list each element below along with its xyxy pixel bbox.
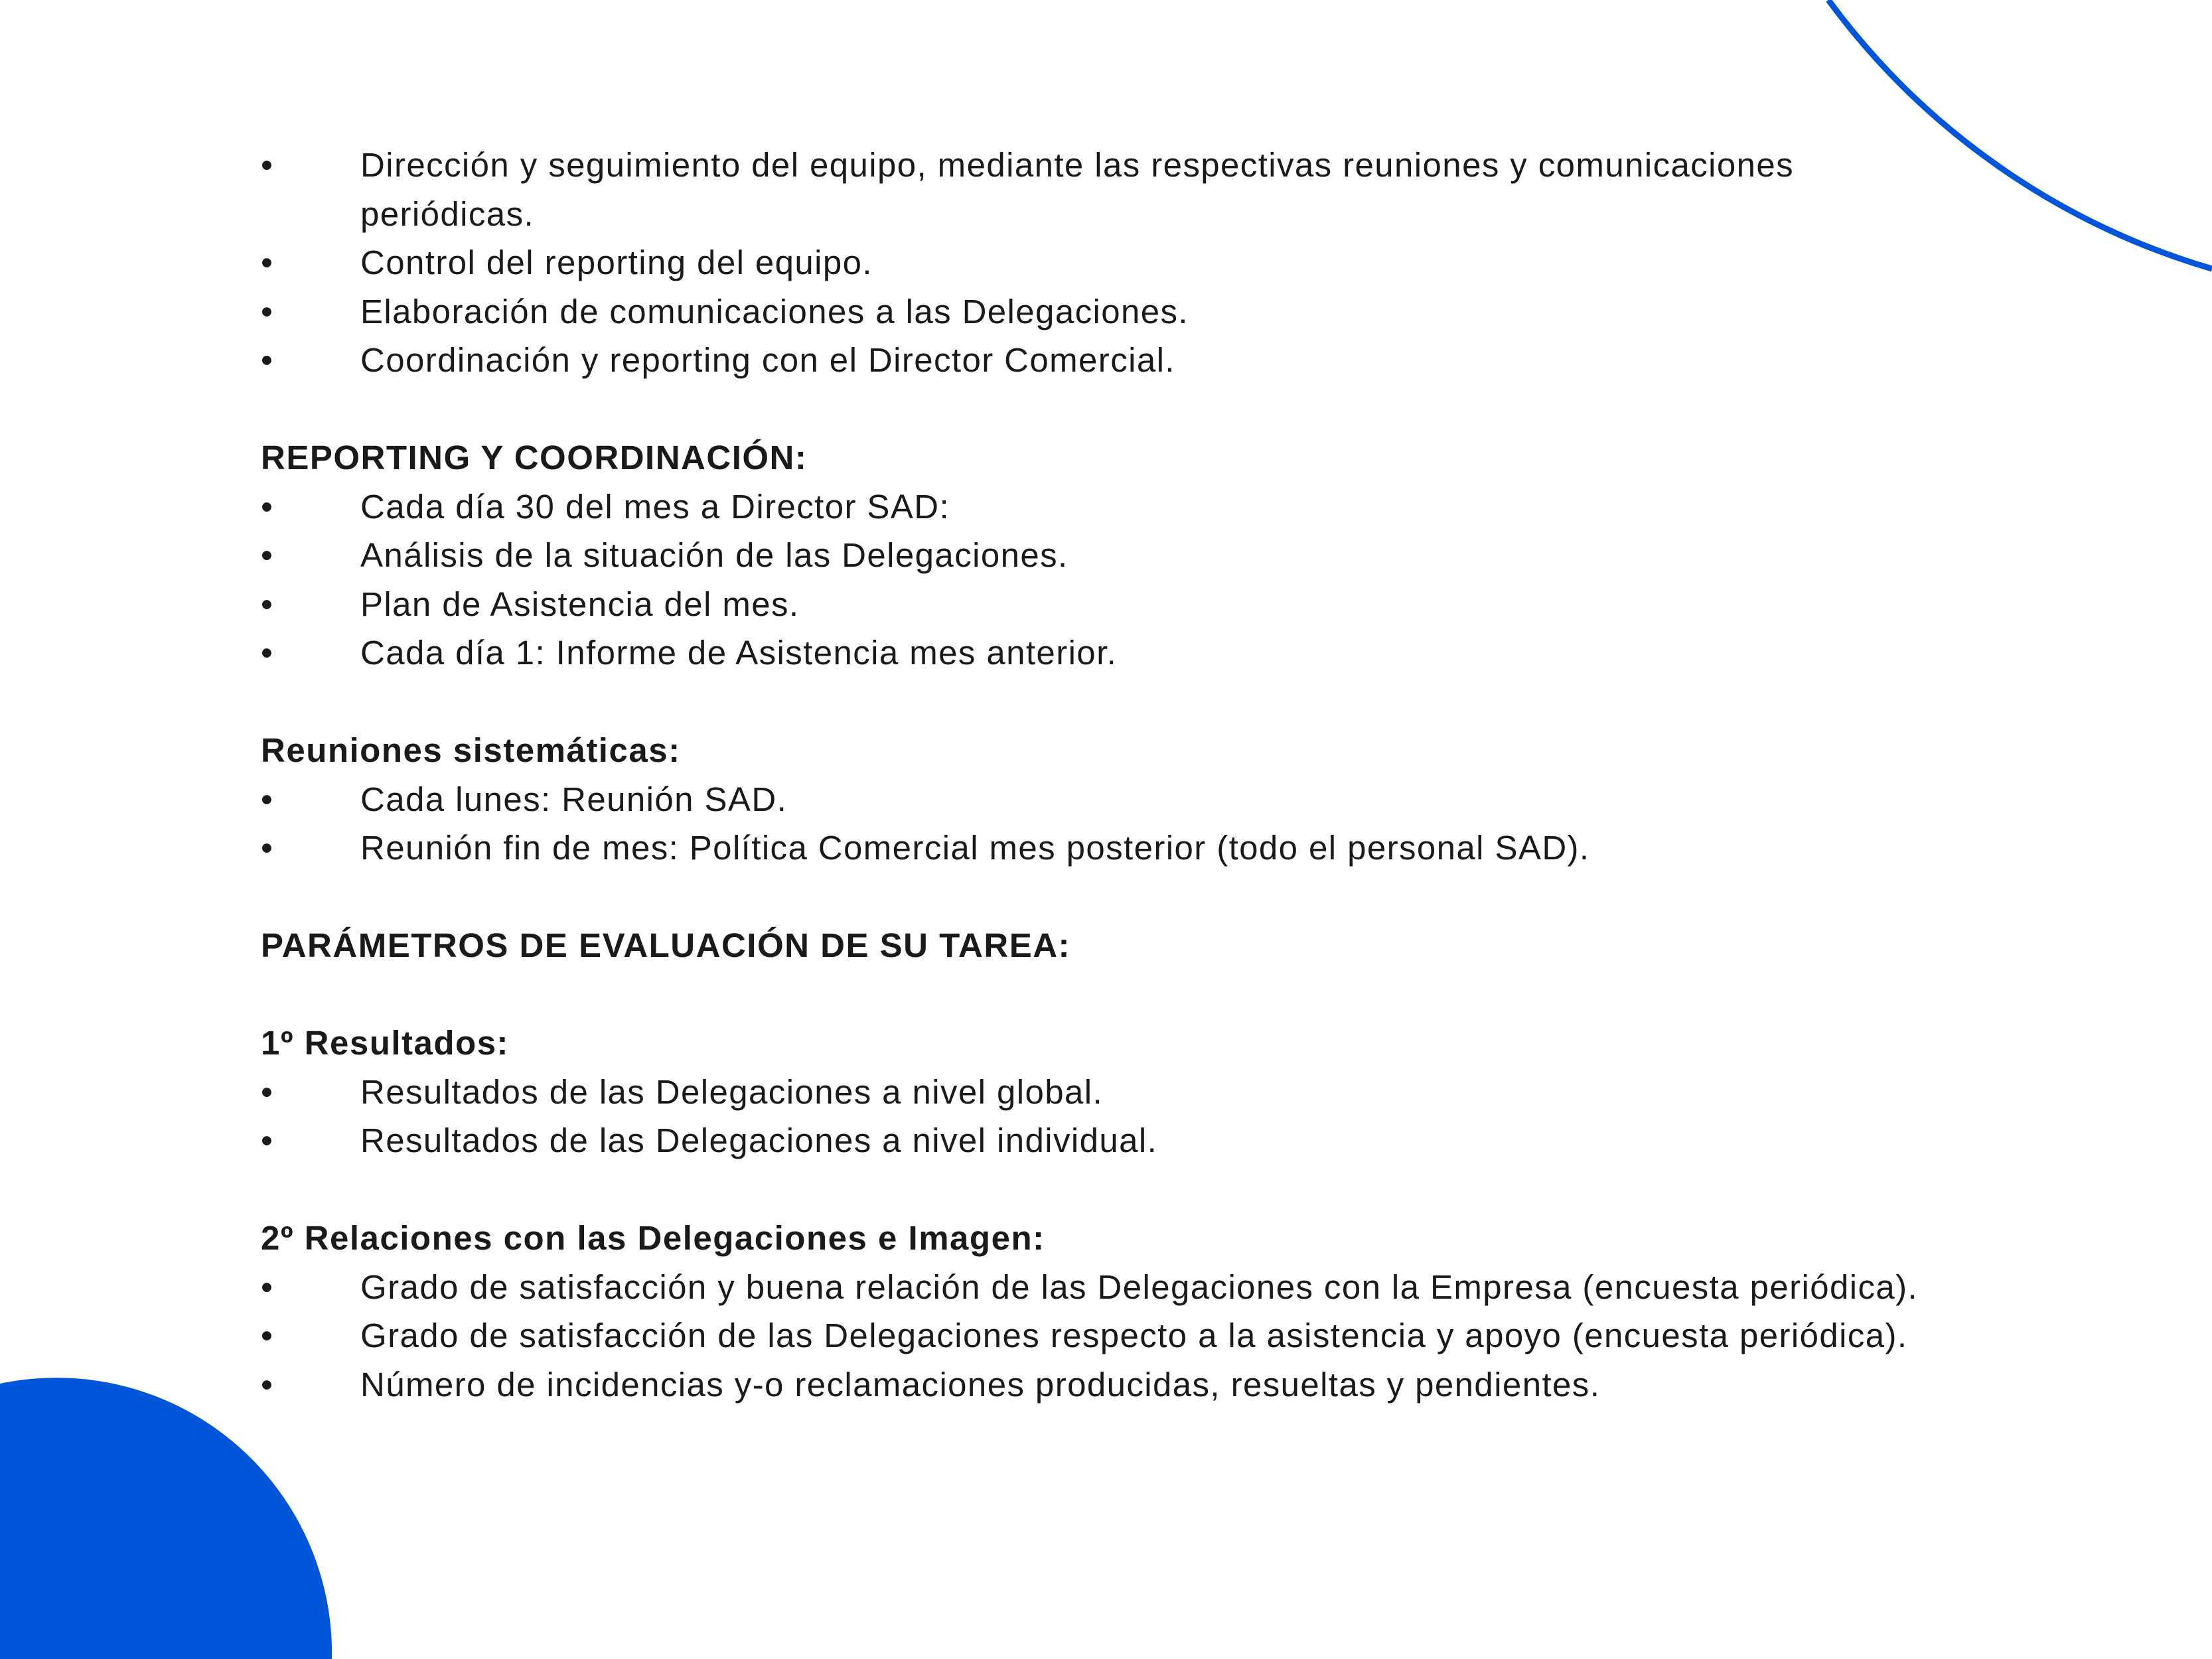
list-item (261, 1311, 1960, 1360)
list-item (261, 824, 1960, 873)
bullet-icon: • (261, 585, 274, 623)
list-item (261, 1116, 1960, 1165)
bottom-left-circle (0, 1378, 332, 1659)
list-item-text: Reunión fin de mes: Política Comercial mes posterior (todo el personal SAD). (360, 829, 1590, 867)
section-heading: PARÁMETROS DE EVALUACIÓN DE SU TAREA: (261, 926, 1071, 964)
bullet-icon: • (261, 146, 274, 184)
list-item-text: Número de incidencias y-o reclamaciones producidas, resueltas y pendientes. (360, 1365, 1601, 1404)
list-item (261, 628, 1960, 678)
list-item (261, 1263, 1960, 1312)
bullet-icon: • (261, 341, 274, 379)
bullet-icon: • (261, 634, 274, 672)
bullet-icon: • (261, 292, 274, 330)
list-item (261, 336, 1960, 385)
section-meetings (261, 726, 1960, 873)
spacer (261, 970, 1960, 1019)
list-item-text: Plan de Asistencia del mes. (360, 585, 800, 623)
list-item-text: Cada día 30 del mes a Director SAD: (360, 487, 950, 526)
bullet-icon: • (261, 244, 274, 281)
bullet-icon: • (261, 1121, 274, 1159)
spacer (261, 678, 1960, 727)
list-item-text: Cada lunes: Reunión SAD. (360, 780, 788, 818)
list-item-text: Coordinación y reporting con el Director Comercial. (360, 341, 1175, 379)
list-item (261, 775, 1960, 824)
list-item (261, 238, 1960, 287)
section-heading: REPORTING Y COORDINACIÓN: (261, 439, 808, 476)
section-evaluation (261, 921, 1960, 970)
spacer (261, 1165, 1960, 1214)
list-item (261, 580, 1960, 629)
section-heading: Reuniones sistemáticas: (261, 731, 681, 769)
document-body (261, 141, 1960, 1409)
list-item-text: Resultados de las Delegaciones a nivel individual. (360, 1121, 1158, 1159)
spacer (261, 385, 1960, 434)
list-item (261, 1068, 1960, 1117)
bullet-icon: • (261, 780, 274, 818)
list-item-text: Resultados de las Delegaciones a nivel global. (360, 1072, 1104, 1111)
section-reporting (261, 433, 1960, 678)
bullet-icon: • (261, 1365, 274, 1404)
list-item-text: Cada día 1: Informe de Asistencia mes anterior. (360, 634, 1118, 672)
list-item (261, 1360, 1960, 1409)
bullet-icon: • (261, 1317, 274, 1354)
list-item (261, 287, 1960, 336)
bullet-icon: • (261, 1267, 274, 1306)
bullet-icon: • (261, 536, 274, 574)
bullet-icon: • (261, 1072, 274, 1111)
section-relations (261, 1214, 1960, 1409)
list-item (261, 482, 1960, 532)
list-item-text: Grado de satisfacción de las Delegaciones respecto a la asistencia y apoyo (encuesta periódica). (360, 1317, 1908, 1354)
section-results (261, 1019, 1960, 1165)
list-item-text: Dirección y seguimiento del equipo, mediante las respectivas reuniones y comunicaciones periódicas. (360, 146, 1795, 233)
section-responsibilities (261, 141, 1960, 385)
section-heading: 2º Relaciones con las Delegaciones e Imagen: (261, 1219, 1045, 1257)
list-item (261, 141, 1960, 238)
section-heading: 1º Resultados: (261, 1024, 510, 1062)
list-item-text: Análisis de la situación de las Delegaciones. (360, 536, 1069, 574)
list-item-text: Grado de satisfacción y buena relación de las Delegaciones con la Empresa (encuesta periódica). (360, 1267, 1919, 1306)
list-item-text: Elaboración de comunicaciones a las Delegaciones. (360, 292, 1189, 330)
spacer (261, 873, 1960, 922)
bullet-icon: • (261, 829, 274, 867)
list-item (261, 531, 1960, 580)
bullet-icon: • (261, 487, 274, 526)
list-item-text: Control del reporting del equipo. (360, 244, 873, 281)
